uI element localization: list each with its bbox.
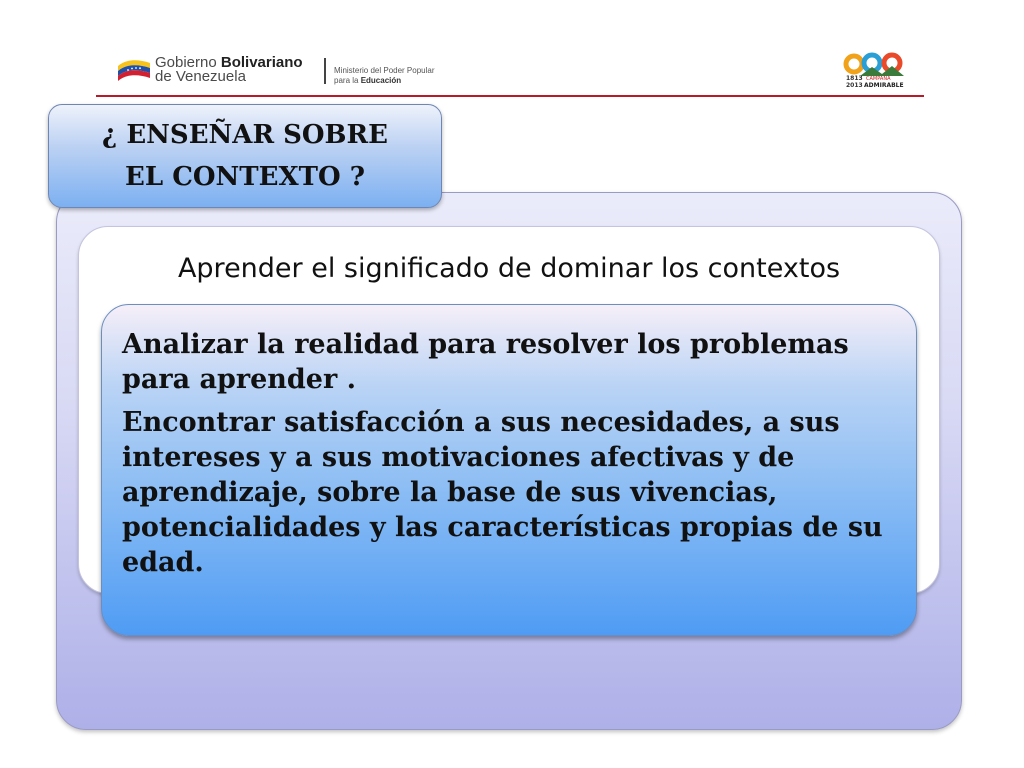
venezuela-flag-icon — [116, 56, 152, 82]
government-name: Gobierno Bolivariano — [155, 54, 303, 71]
title-tab — [48, 104, 442, 208]
content-panel — [101, 304, 917, 636]
campaign-admirable-logo — [842, 50, 912, 90]
campaign-label-top: CAMPAÑA — [866, 76, 891, 82]
ministry-subname: para la Educación — [334, 76, 402, 85]
government-country: de Venezuela — [155, 68, 246, 85]
panel-subtitle: Aprender el significado de dominar los contextos — [177, 253, 841, 284]
campaign-label-bottom: ADMIRABLE — [864, 82, 904, 89]
campaign-year-top: 1813 — [846, 75, 863, 82]
ministry-name: Ministerio del Poder Popular — [334, 66, 435, 75]
content-text — [122, 327, 912, 588]
slide-title-line2: EL CONTEXTO ? — [125, 162, 365, 192]
campaign-year-bottom: 2013 — [846, 82, 863, 89]
paragraph-satisfaction: Encontrar satisfacción a sus necesidades, a sus intereses y a sus motivaciones afectivas y de aprendizaje, sobre la base de sus vivencias, potencialidades y las características propias de su edad. — [122, 407, 883, 578]
header — [0, 0, 1024, 100]
paragraph-analyze: Analizar la realidad para resolver los problemas para aprender . — [122, 329, 849, 395]
slide-title-line1: ¿ ENSEÑAR SOBRE — [102, 120, 388, 150]
logo-separator — [324, 58, 326, 84]
header-divider — [96, 95, 924, 97]
